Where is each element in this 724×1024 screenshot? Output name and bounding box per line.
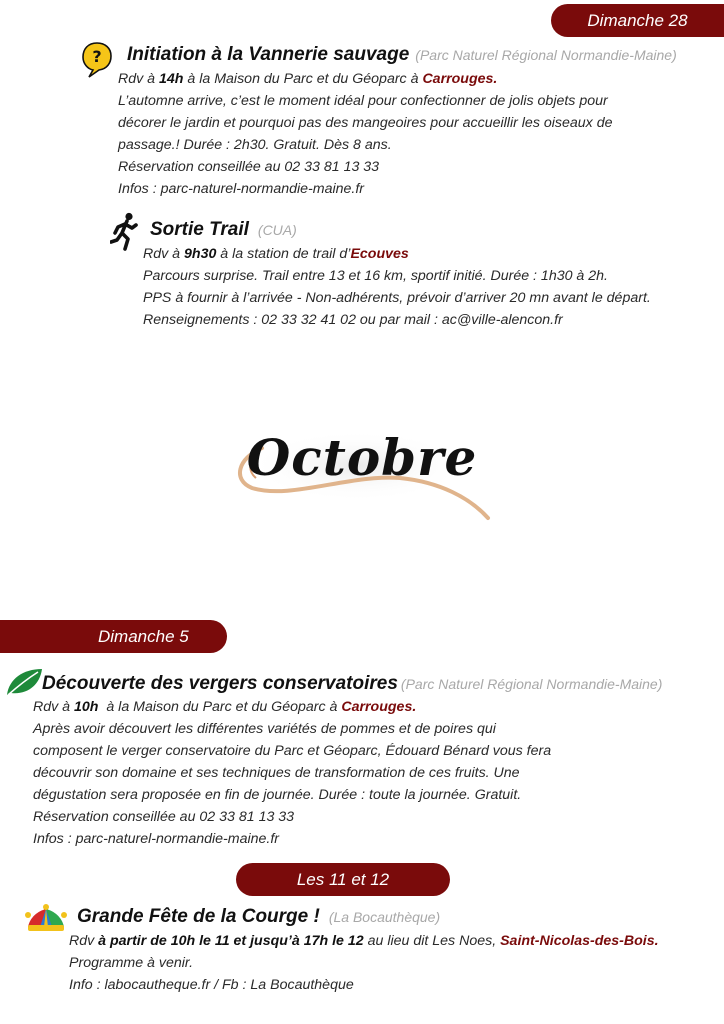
event-vergers-details bbox=[33, 696, 551, 850]
event-rdv-line: Rdv à 14h à la Maison du Parc et du Géoparc à Carrouges. bbox=[118, 71, 498, 87]
date-badge-dimanche-5 bbox=[0, 620, 227, 653]
month-heading bbox=[0, 418, 724, 528]
event-line: Info : labocautheque.fr / Fb : La Bocauthèque bbox=[69, 977, 354, 993]
event-line: Programme à venir. bbox=[69, 955, 194, 971]
event-place: Saint-Nicolas-des-Bois. bbox=[500, 933, 659, 949]
event-vannerie bbox=[127, 44, 677, 66]
date-badge-label: Dimanche 28 bbox=[587, 11, 688, 30]
event-title: Découverte des vergers conservatoires bbox=[42, 673, 398, 694]
event-place: Carrouges. bbox=[341, 699, 417, 715]
event-place: Ecouves bbox=[350, 246, 409, 262]
event-line: dégustation sera proposée en fin de journée. Durée : toute la journée. Gratuit. bbox=[33, 787, 522, 803]
event-trail bbox=[150, 219, 297, 241]
event-line: Renseignements : 02 33 32 41 02 ou par mail : ac@ville-alencon.fr bbox=[143, 312, 563, 328]
event-organizer: (Parc Naturel Régional Normandie-Maine) bbox=[415, 47, 677, 63]
event-title: Grande Fête de la Courge ! bbox=[77, 906, 320, 927]
event-line: Infos : parc-naturel-normandie-maine.fr bbox=[118, 181, 365, 197]
event-time: 14h bbox=[159, 71, 184, 87]
svg-text:?: ? bbox=[92, 47, 102, 66]
event-vergers bbox=[42, 673, 662, 695]
date-badge-label: Les 11 et 12 bbox=[296, 870, 390, 889]
event-courge bbox=[77, 906, 440, 928]
event-courge-details bbox=[69, 930, 659, 996]
event-organizer: (Parc Naturel Régional Normandie-Maine) bbox=[400, 676, 663, 692]
event-line: Infos : parc-naturel-normandie-maine.fr bbox=[33, 831, 280, 847]
event-line: Parcours surprise. Trail entre 13 et 16 km, sportif initié. Durée : 1h30 à 2h. bbox=[143, 268, 608, 284]
event-time: à partir de 10h le 11 et jusqu’à 17h le 12 bbox=[98, 933, 364, 949]
event-line: L’automne arrive, c’est le moment idéal pour confectionner de jolis objets pour bbox=[118, 93, 608, 109]
month-title: Octobre bbox=[246, 428, 478, 487]
jester-hat-icon bbox=[24, 903, 68, 933]
date-badge-les-11-et-12 bbox=[236, 863, 450, 896]
event-time: 9h30 bbox=[184, 246, 217, 262]
event-line: PPS à fournir à l’arrivée - Non-adhérents, prévoir d’arriver 20 mn avant le départ. bbox=[143, 290, 651, 306]
event-organizer: (CUA) bbox=[257, 222, 297, 238]
event-line: Après avoir découvert les différentes variétés de pommes et de poires qui bbox=[33, 721, 496, 737]
event-line: Réservation conseillée au 02 33 81 13 33 bbox=[118, 159, 380, 175]
event-rdv-line: Rdv à partir de 10h le 11 et jusqu’à 17h le 12 au lieu dit Les Noes, Saint-Nicolas-des-Bois. bbox=[69, 933, 659, 949]
date-badge-label: Dimanche 5 bbox=[98, 627, 189, 646]
question-bubble-icon bbox=[81, 41, 113, 79]
leaf-icon bbox=[5, 667, 43, 697]
event-line: découvrir son domaine et ses techniques de transformation de ces fruits. Une bbox=[33, 765, 520, 781]
runner-icon bbox=[110, 212, 140, 252]
event-vannerie-details bbox=[118, 68, 612, 200]
event-trail-details bbox=[143, 243, 651, 331]
event-rdv-line: Rdv à 10h à la Maison du Parc et du Géoparc à Carrouges. bbox=[33, 699, 417, 715]
event-place: Carrouges. bbox=[422, 71, 498, 87]
event-line: composent le verger conservatoire du Parc et Géoparc, Édouard Bénard vous fera bbox=[33, 743, 552, 759]
date-badge-dimanche-28 bbox=[551, 4, 724, 37]
event-time: 10h bbox=[74, 699, 99, 715]
event-line: passage.! Durée : 2h30. Gratuit. Dès 8 ans. bbox=[118, 137, 392, 153]
event-title: Sortie Trail bbox=[150, 219, 249, 240]
event-title: Initiation à la Vannerie sauvage bbox=[127, 44, 410, 65]
event-line: Réservation conseillée au 02 33 81 13 33 bbox=[33, 809, 295, 825]
event-organizer: (La Bocauthèque) bbox=[328, 909, 441, 925]
event-rdv-line: Rdv à 9h30 à la station de trail d’Ecouves bbox=[143, 246, 409, 262]
event-line: décorer le jardin et pourquoi pas des mangeoires pour accueillir les oiseaux de bbox=[118, 115, 613, 131]
